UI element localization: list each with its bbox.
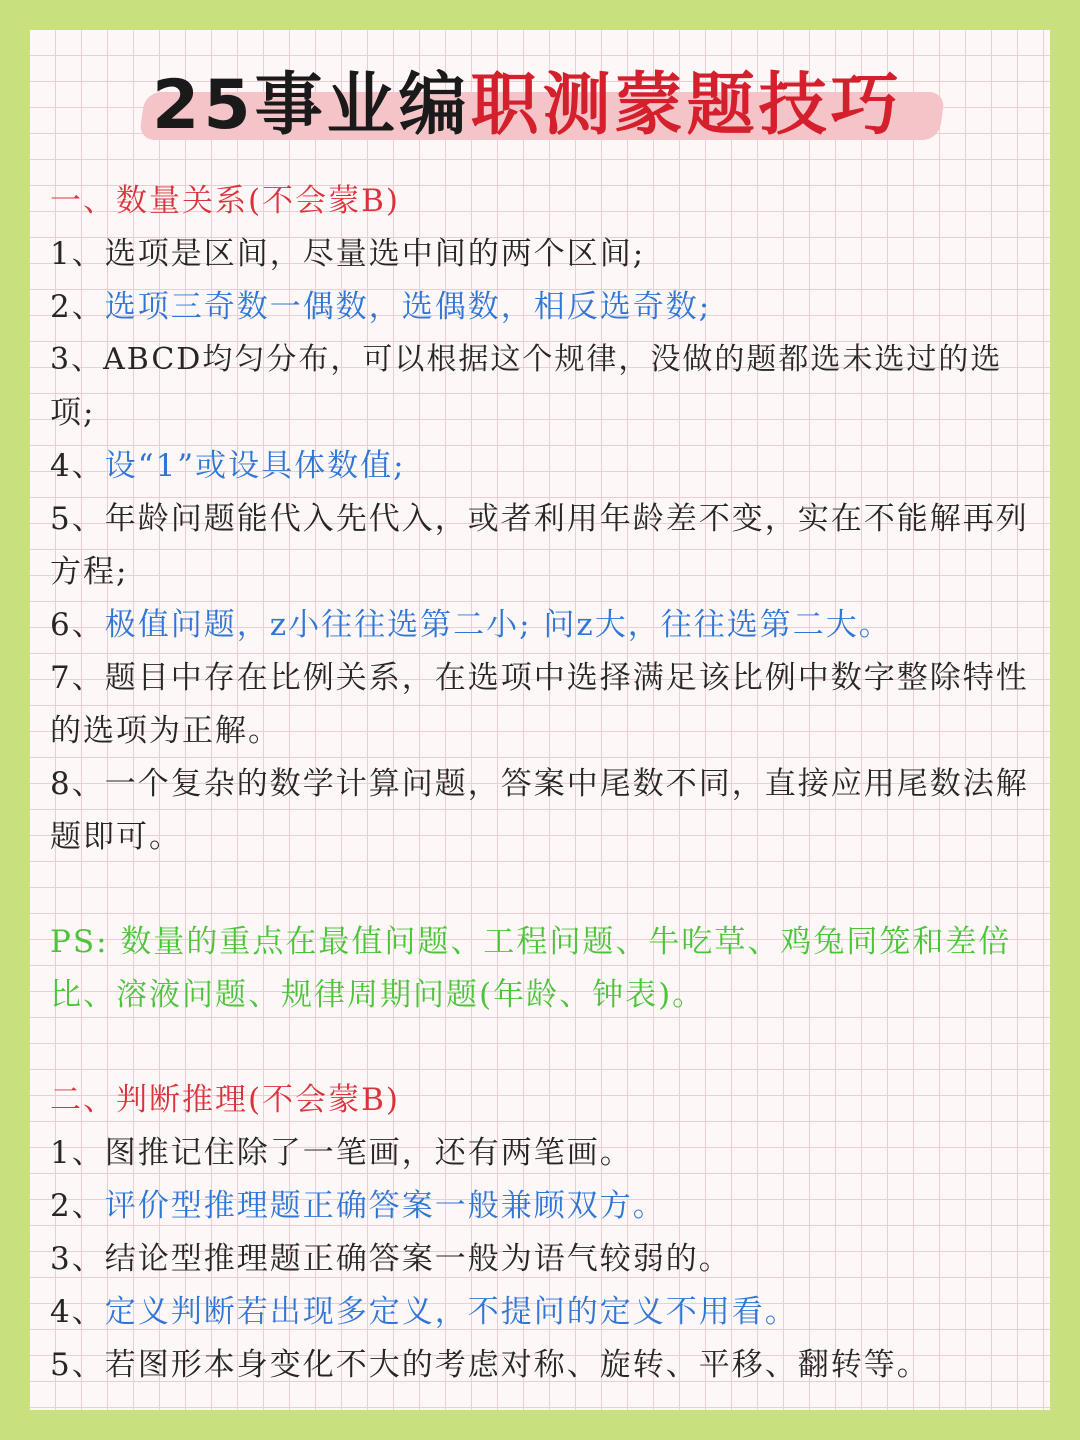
section1-item-5-line-2: 方程; [50,554,129,590]
item-number: 6、 [50,607,105,643]
item-highlight-text: 评价型推理题正确答案一般兼顾双方。 [104,1188,666,1224]
section1-item-7-line-1: 7、题目中存在比例关系，在选项中选择满足该比例中数字整除特性 [50,660,1029,696]
grid-paper-sheet [30,30,1050,1410]
section1-item-8-line-1: 8、一个复杂的数学计算问题，答案中尾数不同，直接应用尾数法解 [50,766,1029,802]
item-number: 2、 [50,1188,105,1224]
item-highlight-text: 选项三奇数一偶数，选偶数，相反选奇数; [104,289,712,325]
section1-heading: 一、数量关系(不会蒙B) [50,183,400,219]
page-title [142,66,942,146]
section1-item-3-line-1: 3、ABCD均匀分布，可以根据这个规律，没做的题都选未选过的选 [50,342,1003,377]
section1-item-6 [50,605,892,645]
section1-item-3-line-2: 项; [50,395,96,431]
section1-item-4 [50,446,406,486]
section1-item-7-line-2: 的选项为正解。 [50,713,281,749]
section1-item-5-line-1: 5、年龄问题能代入先代入，或者利用年龄差不变，实在不能解再列 [50,501,1029,537]
section1-item-8-line-2: 题即可。 [50,819,182,855]
item-number: 4、 [50,1294,105,1330]
item-highlight-text: 定义判断若出现多定义，不提问的定义不用看。 [104,1294,798,1330]
section1-item-2 [50,287,711,327]
ps-note-line-2: 比、溶液问题、规律周期问题(年龄、钟表)。 [50,977,706,1013]
section2-item-4 [50,1292,798,1332]
item-highlight-text: 设“1”或设具体数值; [104,448,406,484]
section2-heading: 二、判断推理(不会蒙B) [50,1082,400,1118]
section2-item-5: 5、若图形本身变化不大的考虑对称、旋转、平移、翻转等。 [50,1347,930,1383]
title-text [152,66,903,146]
title-dark-part: 25事业编 [152,66,471,145]
section1-item-1: 1、选项是区间，尽量选中间的两个区间; [50,236,646,272]
section2-item-2 [50,1186,666,1226]
ps-note-line-1: PS: 数量的重点在最值问题、工程问题、牛吃草、鸡兔同笼和差倍 [50,924,1012,960]
section2-item-3: 3、结论型推理题正确答案一般为语气较弱的。 [50,1241,732,1277]
section2-item-1: 1、图推记住除了一笔画，还有两笔画。 [50,1135,633,1171]
item-number: 4、 [50,448,105,484]
item-number: 2、 [50,289,105,325]
title-red-part: 职测蒙题技巧 [470,66,903,145]
item-highlight-text: 极值问题，z小往往选第二小; 问z大，往往选第二大。 [104,607,892,643]
